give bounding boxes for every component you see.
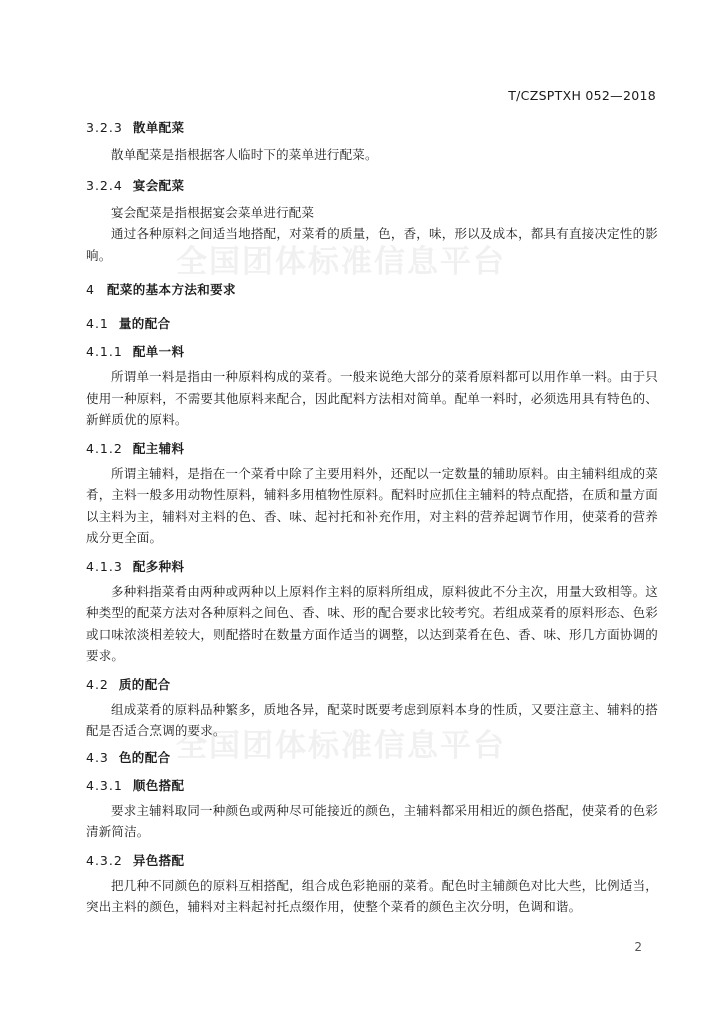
section-title: 配多种料 — [132, 558, 185, 574]
section-title: 散单配菜 — [132, 120, 185, 135]
section-3-2-4 — [86, 176, 658, 267]
section-heading — [86, 675, 658, 695]
section-title: 宴会配菜 — [132, 177, 185, 193]
section-number: 4.3.2 — [86, 852, 123, 868]
section-title: 配主辅料 — [132, 440, 185, 456]
section-4-3 — [86, 748, 658, 768]
section-number: 4 — [86, 282, 95, 297]
section-4 — [86, 280, 658, 300]
section-4-1-3 — [86, 557, 658, 667]
paragraph: 把几种不同颜色的原料互相搭配，组合成色彩艳丽的菜肴。配色时主辅颜色对比大些，比例适当，突出主料的颜色，辅料对主料起衬托点缀作用，使整个菜肴的颜色主次分明，色调和谐。 — [86, 877, 658, 914]
section-number: 4.1 — [86, 316, 109, 331]
standard-code: T/CZSPTXH 052—2018 — [508, 88, 656, 103]
section-4-1 — [86, 314, 658, 334]
paragraph: 宴会配菜是指根据宴会菜单进行配菜 — [111, 204, 315, 220]
section-title: 量的配合 — [118, 316, 171, 331]
page-number: 2 — [634, 940, 642, 954]
section-number: 4.1.2 — [86, 440, 123, 456]
section-heading — [86, 342, 658, 362]
section-4-1-2 — [86, 439, 658, 549]
section-number: 4.1.3 — [86, 558, 123, 574]
section-number: 3.2.3 — [86, 120, 123, 135]
section-title: 色的配合 — [118, 749, 171, 765]
section-number: 4.3.1 — [86, 777, 123, 793]
section-heading — [86, 851, 658, 871]
section-title: 顺色搭配 — [132, 777, 185, 793]
section-3-2-3 — [86, 118, 658, 166]
section-heading — [86, 439, 658, 459]
section-title: 异色搭配 — [132, 852, 185, 868]
section-title: 配菜的基本方法和要求 — [106, 282, 236, 297]
section-number: 3.2.4 — [86, 177, 123, 193]
paragraph: 所谓单一料是指由一种原料构成的菜肴。一般来说绝大部分的菜肴原料都可以用作单一料。由于只使用一种原料，不需要其他原料来配合，因此配料方法相对简单。配单一料时，必须选用具有特色的、新鲜质优的原料。 — [86, 369, 658, 427]
section-heading — [86, 280, 658, 300]
paragraph: 组成菜肴的原料品种繁多，质地各异，配菜时既要考虑到原料本身的性质，又要注意主、辅料的搭配是否适合烹调的要求。 — [86, 701, 658, 738]
watermark-bottom: 全国团体标准信息平台 — [176, 728, 506, 764]
section-heading — [86, 176, 658, 196]
section-title: 质的配合 — [118, 676, 171, 692]
document-body — [86, 108, 658, 922]
paragraph: 通过各种原料之间适当地搭配，对菜肴的质量，色，香，味，形以及成本，都具有直接决定性的影响。 — [86, 226, 658, 263]
paragraph: 多种料指菜肴由两种或两种以上原料作主料的原料所组成，原料彼此不分主次，用量大致相等。这种类型的配菜方法对各种原料之间色、香、味、形的配合要求比较考究。若组成菜肴的原料形态、色彩或口味浓淡相差较大，则配搭时在数量方面作适当的调整，以达到菜肴在色、香、味、形几方面协调的要求。 — [86, 583, 658, 663]
section-heading — [86, 748, 658, 768]
watermark-top: 全国团体标准信息平台 — [176, 244, 506, 280]
section-heading — [86, 557, 658, 577]
section-number: 4.3 — [86, 749, 109, 765]
paragraph: 所谓主辅料，是指在一个菜肴中除了主要用料外，还配以一定数量的辅助原料。由主辅料组成的菜肴，主料一般多用动物性原料，辅料多用植物性原料。配料时应抓住主辅料的特点配搭，在质和量方面以主料为主，辅料对主料的色、香、味、起衬托和补充作用，对主料的营养起调节作用，使菜肴的营养成分更全面。 — [86, 465, 658, 545]
section-number: 4.2 — [86, 676, 109, 692]
paragraph: 散单配菜是指根据客人临时下的菜单进行配菜。 — [111, 147, 378, 162]
section-4-1-1 — [86, 342, 658, 431]
section-4-3-1 — [86, 776, 658, 843]
section-4-2 — [86, 675, 658, 742]
section-heading — [86, 776, 658, 796]
section-title: 配单一料 — [132, 344, 185, 359]
section-heading — [86, 118, 658, 138]
paragraph: 要求主辅料取同一种颜色或两种尽可能接近的颜色，主辅料都采用相近的颜色搭配，使菜肴的色彩清新简洁。 — [86, 802, 658, 839]
section-4-3-2 — [86, 851, 658, 918]
section-number: 4.1.1 — [86, 344, 123, 359]
section-heading — [86, 314, 658, 334]
